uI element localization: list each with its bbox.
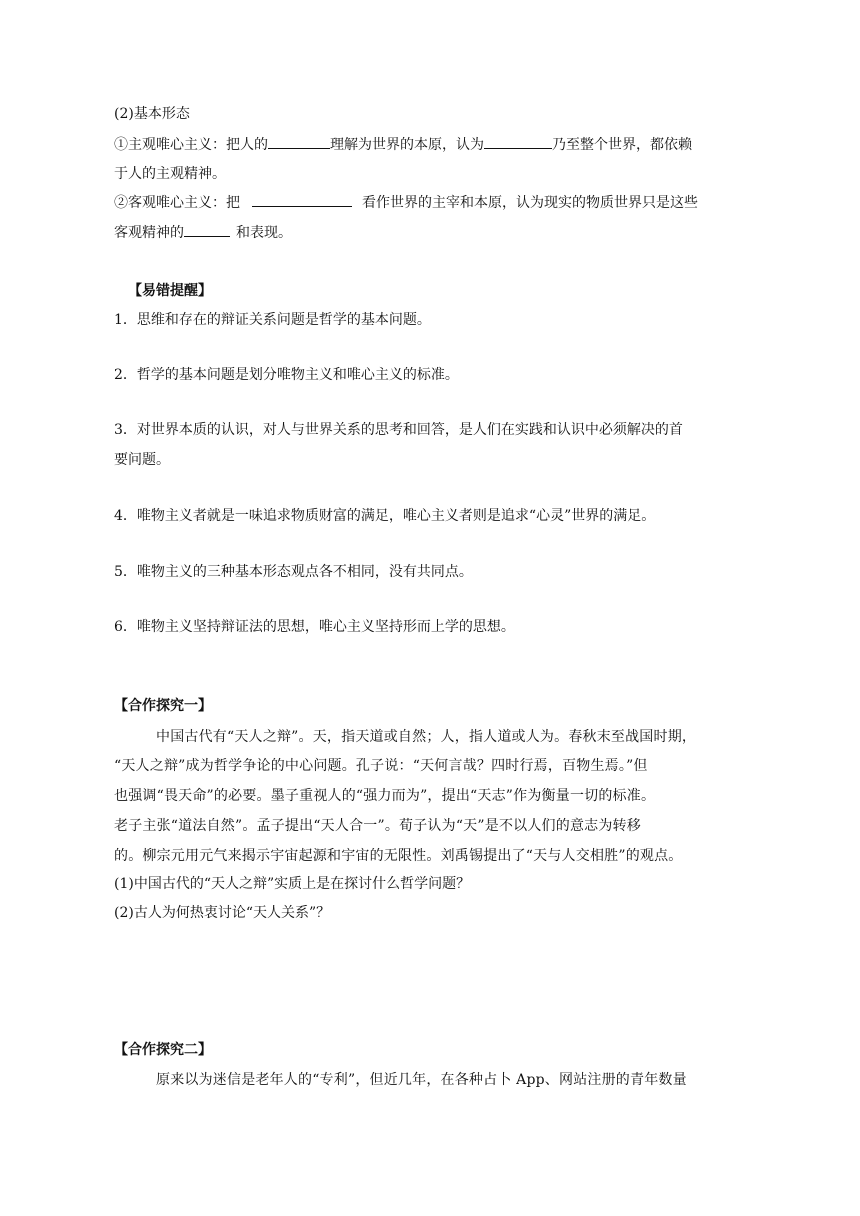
- objective-text-3: 客观精神的: [114, 225, 184, 241]
- mistake-item-4: 4．唯物主义者就是一味追求物质财富的满足，唯心主义者则是追求“心灵”世界的满足。: [114, 508, 656, 524]
- explore-1-line-2: “天人之辩”成为哲学争论的中心问题。孔子说：“天何言哉？四时行焉，百物生焉。”但: [114, 758, 648, 774]
- subjective-text-3: 乃至整个世界，都依赖: [552, 137, 692, 153]
- explore-2-title: 【合作探究二】: [114, 1042, 212, 1058]
- mistake-item-6: 6．唯物主义坚持辩证法的思想，唯心主义坚持形而上学的思想。: [114, 619, 515, 635]
- objective-text-2: 看作世界的主宰和本原，认为现实的物质世界只是这些: [362, 195, 698, 211]
- fill-blank-3[interactable]: [252, 192, 352, 207]
- fill-blank-1[interactable]: [268, 134, 330, 149]
- explore-1-line-4: 老子主张“道法自然”。孟子提出“天人合一”。荀子认为“天”是不以人们的意志为转移: [114, 818, 641, 834]
- fill-blank-2[interactable]: [484, 134, 552, 149]
- objective-idealism-line: [114, 192, 698, 213]
- explore-1-line-1: 中国古代有“天人之辩”。天，指天道或自然；人，指人道或人为。春秋末至战国时期，: [156, 729, 697, 745]
- fill-blank-4[interactable]: [184, 222, 230, 237]
- subjective-text-1: ①主观唯心主义：把人的: [114, 137, 268, 153]
- objective-idealism-line-2: [114, 222, 292, 243]
- forms-heading: (2)基本形态: [114, 106, 190, 122]
- explore-2-line-1: 原来以为迷信是老年人的“专利”，但近几年，在各种占卜 App、网站注册的青年数量: [156, 1072, 687, 1088]
- explore-1-title: 【合作探究一】: [114, 698, 212, 714]
- objective-text-1: ②客观唯心主义：把: [114, 195, 240, 211]
- subjective-idealism-line-2: 于人的主观精神。: [114, 166, 226, 182]
- explore-1-question-2: (2)古人为何热衷讨论“天人关系”？: [114, 905, 331, 921]
- mistake-item-3: 3．对世界本质的认识，对人与世界关系的思考和回答，是人们在实践和认识中必须解决的首: [114, 422, 683, 438]
- explore-1-line-3: 也强调“畏天命”的必要。墨子重视人的“强力而为”，提出“天志”作为衡量一切的标准。: [114, 788, 656, 804]
- explore-1-line-5: 的。柳宗元用元气来揭示宇宙起源和宇宙的无限性。刘禹锡提出了“天与人交相胜”的观点。: [114, 848, 683, 864]
- subjective-text-2: 理解为世界的本原，认为: [330, 137, 484, 153]
- mistake-item-5: 5．唯物主义的三种基本形态观点各不相同，没有共同点。: [114, 564, 473, 580]
- mistake-item-3-cont: 要问题。: [114, 452, 170, 468]
- objective-text-4: 和表现。: [236, 225, 292, 241]
- mistake-item-1: 1．思维和存在的辩证关系问题是哲学的基本问题。: [114, 312, 431, 328]
- mistake-item-2: 2．哲学的基本问题是划分唯物主义和唯心主义的标准。: [114, 367, 459, 383]
- mistakes-title: 【易错提醒】: [128, 283, 212, 299]
- explore-1-question-1: (1)中国古代的“天人之辩”实质上是在探讨什么哲学问题？: [114, 876, 471, 892]
- subjective-idealism-line: [114, 134, 692, 155]
